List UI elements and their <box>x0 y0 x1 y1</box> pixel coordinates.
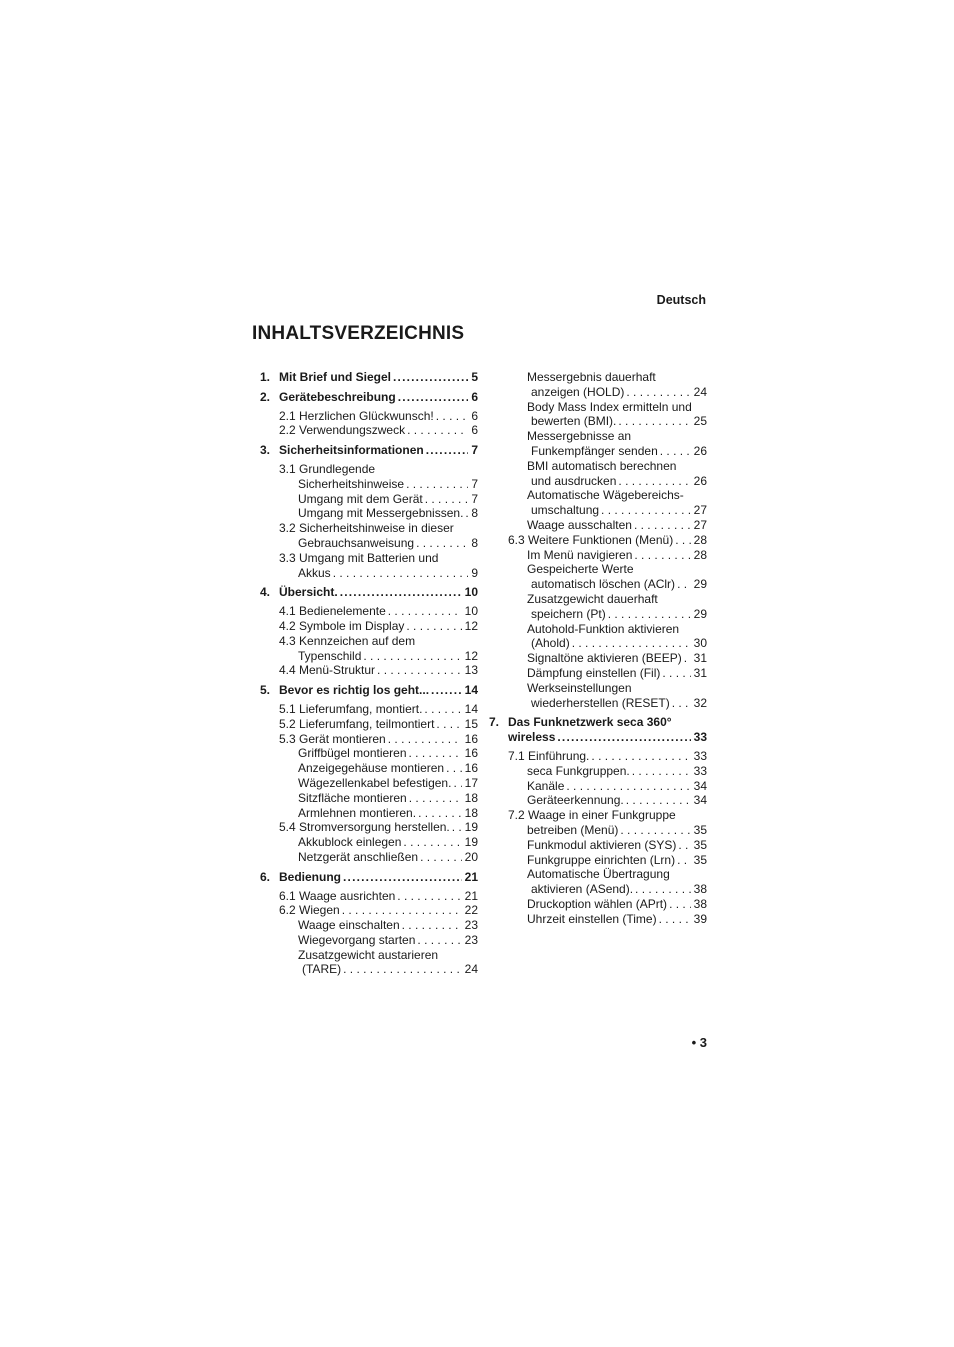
toc-entry-title: 4.2 Symbole im Display <box>279 618 405 633</box>
toc-entry <box>260 521 478 536</box>
toc-entry <box>260 889 478 904</box>
toc-dot-leader <box>434 717 461 732</box>
toc-entry-title: Sicherheitsinformationen <box>279 443 424 458</box>
toc-dot-leader <box>450 820 462 835</box>
toc-entry <box>260 903 478 918</box>
toc-entry <box>489 764 707 779</box>
toc-entry <box>260 370 478 385</box>
toc-entry <box>260 806 478 821</box>
toc-entry <box>260 492 478 507</box>
toc-entry-title: (Ahold) <box>531 636 570 651</box>
toc-dot-leader <box>338 585 462 600</box>
toc-page-number: 14 <box>464 701 478 716</box>
toc-dot-leader <box>391 370 468 385</box>
toc-entry-title: umschaltung <box>531 503 600 518</box>
toc-dot-leader <box>658 444 691 459</box>
toc-dot-leader <box>331 566 469 581</box>
toc-dot-leader <box>673 533 690 548</box>
page-title: INHALTSVERZEICHNIS <box>252 323 465 344</box>
toc-entry-title: Zusatzgewicht austarieren <box>298 947 439 962</box>
toc-entry-title: Im Menü navigieren <box>527 547 633 562</box>
toc-entry <box>260 536 478 551</box>
toc-dot-leader <box>632 518 691 533</box>
toc-page-number: 19 <box>464 835 478 850</box>
toc-entry <box>489 730 707 745</box>
toc-entry <box>260 870 478 885</box>
toc-entry-title: Armlehnen montieren. <box>298 805 417 820</box>
toc-entry-title: 3.1 Grundlegende <box>279 461 376 476</box>
toc-entry <box>489 459 707 474</box>
toc-entry <box>489 548 707 563</box>
toc-dot-leader <box>341 870 462 885</box>
toc-entry <box>489 715 707 730</box>
toc-dot-leader <box>375 663 462 678</box>
toc-entry-title: Bedienung <box>279 869 341 884</box>
toc-entry <box>260 791 478 806</box>
toc-page-number: 12 <box>464 648 478 663</box>
toc-entry <box>489 838 707 853</box>
toc-entry <box>260 776 478 791</box>
toc-entry-title: automatisch löschen (AClr) <box>531 577 676 592</box>
toc-entry <box>260 732 478 747</box>
toc-entry-title: Anzeigegehäuse montieren <box>298 761 445 776</box>
toc-dot-leader <box>404 619 461 634</box>
toc-entry <box>489 681 707 696</box>
toc-dot-leader <box>451 776 461 791</box>
toc-page-number: 21 <box>464 888 478 903</box>
toc-entry-title: betreiben (Menü) <box>527 822 619 837</box>
toc-entry <box>489 622 707 637</box>
toc-entry <box>260 717 478 732</box>
toc-page-number: 29 <box>693 577 707 592</box>
toc-entry-title: Wiegevorgang starten <box>298 932 416 947</box>
toc-page-number: 38 <box>693 896 707 911</box>
toc-entry-title: Gespeicherte Werte <box>527 562 634 577</box>
toc-entry-title: bewerten (BMI). <box>531 414 617 429</box>
toc-entry <box>260 443 478 458</box>
toc-chapter-number: 5. <box>260 683 271 698</box>
toc-entry <box>260 761 478 776</box>
toc-dot-leader <box>404 477 468 492</box>
toc-page-number: 7 <box>471 476 478 491</box>
toc-page-number: 35 <box>693 852 707 867</box>
toc-entry <box>489 562 707 577</box>
toc-dot-leader <box>630 764 691 779</box>
toc-entry <box>489 503 707 518</box>
toc-page-number: 33 <box>693 763 707 778</box>
toc-dot-leader <box>423 492 469 507</box>
toc-column-left <box>260 370 478 977</box>
toc-entry <box>489 400 707 415</box>
toc-page-number: 8 <box>471 506 478 521</box>
toc-entry <box>489 897 707 912</box>
toc-page-number: 22 <box>464 903 478 918</box>
toc-page-number: 23 <box>464 918 478 933</box>
toc-entry-title: 4.4 Menü-Struktur <box>279 663 376 678</box>
toc-entry-title: Kanäle <box>527 778 565 793</box>
toc-dot-leader <box>657 912 691 927</box>
toc-entry <box>260 462 478 477</box>
toc-entry-title: Akkus <box>298 565 331 580</box>
toc-entry-title: 3.3 Umgang mit Batterien und <box>279 550 439 565</box>
toc-entry <box>489 867 707 882</box>
toc-entry <box>260 506 478 521</box>
toc-entry-title: wiederherstellen (RESET) <box>531 695 670 710</box>
toc-entry-title: Automatische Wägebereichs- <box>527 488 684 503</box>
language-label: Deutsch <box>656 293 706 307</box>
toc-dot-leader <box>434 409 469 424</box>
toc-entry <box>260 820 478 835</box>
toc-chapter-number: 1. <box>260 370 271 384</box>
toc-entry-title: Geräteerkennung. <box>527 793 624 808</box>
toc-page-number: 35 <box>693 837 707 852</box>
toc-entry-title: Typenschild <box>298 648 362 663</box>
toc-dot-leader <box>407 791 462 806</box>
toc-dot-leader <box>682 651 691 666</box>
toc-entry-title: anzeigen (HOLD) <box>531 384 625 399</box>
toc-dot-leader <box>675 853 691 868</box>
toc-page-number: 18 <box>464 805 478 820</box>
toc-page-number: 30 <box>693 636 707 651</box>
toc-entry-title: (TARE) <box>302 962 342 977</box>
toc-entry-title: Druckoption wählen (APrt) <box>527 896 668 911</box>
toc-page-number: 6 <box>471 408 478 423</box>
toc-page-number: 18 <box>464 790 478 805</box>
toc-dot-leader <box>616 474 690 489</box>
page-number: • 3 <box>691 1035 707 1050</box>
toc-entry-title: 7.2 Waage in einer Funkgruppe <box>508 808 676 823</box>
toc-entry <box>489 444 707 459</box>
toc-entry-title: aktivieren (ASend). <box>531 882 634 897</box>
toc-entry <box>260 390 478 405</box>
toc-entry-title: 6.2 Wiegen <box>279 903 340 918</box>
toc-chapter-number: 3. <box>260 443 271 458</box>
toc-entry-title: Signaltöne aktivieren (BEEP) <box>527 651 682 666</box>
toc-entry <box>260 634 478 649</box>
toc-page-number: 14 <box>464 683 478 698</box>
toc-entry-title: Griffbügel montieren <box>298 746 407 761</box>
toc-entry <box>489 385 707 400</box>
toc-entry-title: Body Mass Index ermitteln und <box>527 399 692 414</box>
toc-entry-title: 4.3 Kennzeichen auf dem <box>279 633 416 648</box>
toc-page-number: 5 <box>471 370 478 384</box>
toc-page-number: 12 <box>464 618 478 633</box>
toc-entry <box>489 370 707 385</box>
toc-entry-title: Zusatzgewicht dauerhaft <box>527 591 658 606</box>
toc-entry <box>260 663 478 678</box>
toc-page-number: 39 <box>693 911 707 926</box>
toc-page-number: 33 <box>693 748 707 763</box>
toc-entry <box>260 566 478 581</box>
toc-chapter-number: 7. <box>489 715 500 730</box>
toc-entry <box>260 746 478 761</box>
toc-dot-leader <box>429 683 462 698</box>
toc-entry-title: 3.2 Sicherheitshinweise in dieser <box>279 521 454 536</box>
toc-entry-title: und ausdrucken <box>531 473 617 488</box>
toc-entry <box>260 649 478 664</box>
toc-entry <box>260 423 478 438</box>
toc-entry-title: 6.3 Weitere Funktionen (Menü) <box>508 532 674 547</box>
toc-dot-leader <box>670 696 691 711</box>
toc-entry <box>489 696 707 711</box>
toc-entry <box>489 912 707 927</box>
toc-page-number: 21 <box>464 869 478 884</box>
toc-entry <box>489 414 707 429</box>
toc-page-number: 17 <box>464 775 478 790</box>
toc-page-number: 7 <box>471 443 478 458</box>
toc-entry <box>489 577 707 592</box>
toc-dot-leader <box>407 746 462 761</box>
toc-entry-title: Sicherheitshinweise <box>298 476 405 491</box>
toc-entry <box>260 619 478 634</box>
toc-dot-leader <box>570 636 691 651</box>
toc-entry <box>489 636 707 651</box>
toc-entry <box>260 585 478 600</box>
toc-page-number: 26 <box>693 473 707 488</box>
toc-page-number: 10 <box>464 585 478 600</box>
toc-entry <box>260 702 478 717</box>
toc-entry <box>260 604 478 619</box>
toc-dot-leader <box>624 385 690 400</box>
toc-entry <box>489 853 707 868</box>
toc-entry <box>489 651 707 666</box>
toc-page-number: 23 <box>464 932 478 947</box>
toc-entry-title: Funkgruppe einrichten (Lrn) <box>527 852 676 867</box>
toc-page-number: 10 <box>464 604 478 619</box>
toc-entry-title: Waage ausschalten <box>527 517 632 532</box>
toc-page-number: 6 <box>471 389 478 404</box>
toc-entry <box>489 518 707 533</box>
toc-dot-leader <box>606 607 691 622</box>
toc-entry-title: Gebrauchsanweisung <box>298 535 415 550</box>
toc-entry-title: Umgang mit Messergebnissen. <box>298 506 464 521</box>
toc-entry-title: Funkempfänger senden <box>531 443 658 458</box>
toc-entry-title: Automatische Übertragung <box>527 867 670 882</box>
toc-page-number: 16 <box>464 746 478 761</box>
toc-page-number: 24 <box>693 384 707 399</box>
toc-page-number: 29 <box>693 606 707 621</box>
toc-page-number: 15 <box>464 716 478 731</box>
toc-dot-leader <box>632 548 690 563</box>
toc-dot-leader <box>415 933 461 948</box>
toc-entry <box>260 850 478 865</box>
toc-page-number: 28 <box>693 532 707 547</box>
toc-dot-leader <box>675 577 691 592</box>
toc-entry-title: Netzgerät anschließen <box>298 849 419 864</box>
toc-dot-leader <box>395 889 461 904</box>
toc-chapter-number: 4. <box>260 585 271 600</box>
toc-dot-leader <box>424 443 469 458</box>
toc-entry <box>260 962 478 977</box>
toc-page-number: 19 <box>464 820 478 835</box>
toc-entry-title: 5.2 Lieferumfang, teilmontiert <box>279 716 435 731</box>
toc-entry-title: Autohold-Funktion aktivieren <box>527 621 680 636</box>
toc-page-number: 31 <box>693 665 707 680</box>
toc-entry <box>260 918 478 933</box>
toc-entry <box>260 835 478 850</box>
toc-chapter-number: 6. <box>260 869 271 884</box>
toc-entry-title: 5.1 Lieferumfang, montiert. <box>279 701 423 716</box>
toc-entry <box>260 551 478 566</box>
toc-entry-title: Akkublock einlegen <box>298 835 402 850</box>
toc-entry-title: Gerätebeschreibung <box>279 389 396 404</box>
toc-entry-title: Messergebnisse an <box>527 429 632 444</box>
toc-entry-title: 7.1 Einführung. <box>508 748 590 763</box>
toc-entry <box>489 592 707 607</box>
toc-entry-title: Das Funknetzwerk seca 360° <box>508 715 672 730</box>
toc-entry <box>260 933 478 948</box>
toc-entry-title: Werkseinstellungen <box>527 680 632 695</box>
toc-dot-leader <box>676 838 690 853</box>
toc-dot-leader <box>400 918 462 933</box>
toc-entry-title: 6.1 Waage ausrichten <box>279 888 396 903</box>
toc-page-number: 16 <box>464 761 478 776</box>
toc-dot-leader <box>667 897 691 912</box>
toc-page-number: 7 <box>471 491 478 506</box>
toc-entry-title: Umgang mit dem Gerät <box>298 491 423 506</box>
toc-entry <box>489 749 707 764</box>
toc-page-number: 8 <box>471 535 478 550</box>
toc-entry-title: Uhrzeit einstellen (Time) <box>527 911 657 926</box>
toc-page-number: 38 <box>693 882 707 897</box>
toc-entry <box>489 488 707 503</box>
toc-dot-leader <box>386 732 462 747</box>
toc-dot-leader <box>414 536 468 551</box>
toc-dot-leader <box>599 503 691 518</box>
toc-entry-title: 5.4 Stromversorgung herstellen. <box>279 820 450 835</box>
toc-dot-leader <box>396 390 469 405</box>
toc-chapter-number: 2. <box>260 389 271 404</box>
toc-entry-title: Funkmodul aktivieren (SYS) <box>527 837 677 852</box>
toc-entry-title: BMI automatisch berechnen <box>527 458 677 473</box>
toc-page-number: 34 <box>693 793 707 808</box>
toc-entry-title: Dämpfung einstellen (Fil) <box>527 665 661 680</box>
toc-entry <box>489 607 707 622</box>
toc-entry <box>260 409 478 424</box>
toc-entry <box>260 683 478 698</box>
toc-entry-title: wireless <box>508 730 556 745</box>
toc-dot-leader <box>589 749 690 764</box>
toc-entry-title: 2.2 Verwendungszweck <box>279 423 406 438</box>
toc-entry <box>489 823 707 838</box>
toc-page-number: 28 <box>693 547 707 562</box>
toc-page-number: 27 <box>693 517 707 532</box>
toc-entry <box>489 666 707 681</box>
toc-page-number: 16 <box>464 731 478 746</box>
toc-entry-title: 2.1 Herzlichen Glückwunsch! <box>279 408 434 423</box>
toc-dot-leader <box>401 835 461 850</box>
toc-dot-leader <box>416 806 462 821</box>
toc-page-number: 25 <box>693 414 707 429</box>
toc-dot-leader <box>405 423 468 438</box>
toc-page-number: 26 <box>693 443 707 458</box>
toc-entry-title: 4.1 Bedienelemente <box>279 604 386 619</box>
toc-dot-leader <box>618 823 690 838</box>
toc-entry <box>260 477 478 492</box>
toc-dot-leader <box>340 903 462 918</box>
toc-entry <box>489 808 707 823</box>
toc-entry-title: Bevor es richtig los geht... <box>279 683 430 698</box>
toc-dot-leader <box>616 414 690 429</box>
toc-entry <box>489 882 707 897</box>
toc-page-number: 6 <box>471 423 478 438</box>
toc-entry <box>489 429 707 444</box>
toc-entry <box>260 948 478 963</box>
toc-entry-title: Waage einschalten <box>298 918 400 933</box>
toc-entry <box>489 533 707 548</box>
toc-entry-title: Übersicht. <box>279 585 338 600</box>
toc-page-number: 24 <box>464 962 478 977</box>
toc-dot-leader <box>555 730 690 745</box>
toc-entry <box>489 474 707 489</box>
toc-entry-title: speichern (Pt) <box>531 606 606 621</box>
toc-dot-leader <box>422 702 461 717</box>
toc-dot-leader <box>624 793 691 808</box>
toc-dot-leader <box>660 666 690 681</box>
toc-page-number: 20 <box>464 849 478 864</box>
toc-entry-title: Sitzfläche montieren <box>298 790 407 805</box>
toc-page-number: 31 <box>693 651 707 666</box>
toc-entry-title: Messergebnis dauerhaft <box>527 370 656 384</box>
toc-dot-leader <box>386 604 462 619</box>
toc-dot-leader <box>361 649 461 664</box>
toc-dot-leader <box>418 850 462 865</box>
toc-entry <box>489 779 707 794</box>
toc-page-number: 32 <box>693 695 707 710</box>
toc-dot-leader <box>633 882 691 897</box>
toc-page-number: 9 <box>471 565 478 580</box>
toc-page-number: 35 <box>693 822 707 837</box>
toc-dot-leader <box>341 962 462 977</box>
toc-entry-title: seca Funkgruppen. <box>527 763 630 778</box>
toc-page-number: 13 <box>464 663 478 678</box>
toc-dot-leader <box>444 761 462 776</box>
toc-entry-title: 5.3 Gerät montieren <box>279 731 386 746</box>
toc-dot-leader <box>564 779 690 794</box>
toc-column-right <box>489 370 707 926</box>
toc-entry-title: Mit Brief und Siegel <box>279 370 392 384</box>
toc-entry <box>489 793 707 808</box>
toc-page-number: 34 <box>693 778 707 793</box>
toc-entry-title: Wägezellenkabel befestigen. <box>298 775 452 790</box>
toc-page-number: 33 <box>693 730 707 745</box>
toc-page-number: 27 <box>693 503 707 518</box>
